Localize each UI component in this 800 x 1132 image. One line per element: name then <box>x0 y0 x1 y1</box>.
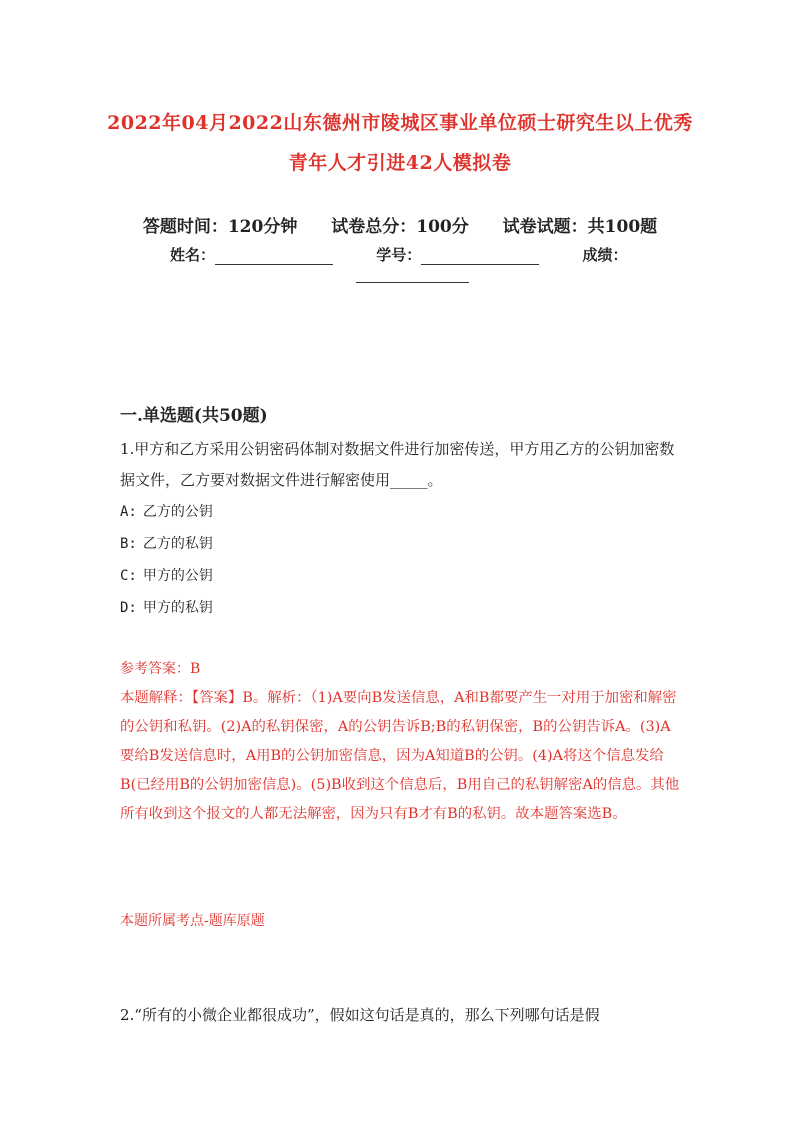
student-info-fields <box>170 244 650 265</box>
name-label: 姓名： <box>170 246 216 264</box>
option-d-label: D: <box>120 600 137 616</box>
option-b-label: B: <box>120 536 137 552</box>
option-c-label: C: <box>120 568 137 584</box>
question-topic: 本题所属考点-题库原题 <box>120 913 265 929</box>
student-id-blank <box>421 248 539 265</box>
option-a <box>120 501 213 521</box>
question-1-text: 1.甲方和乙方采用公钥密码体制对数据文件进行加密传送，甲方用乙方的公钥加密数据文件，乙方要对数据文件进行解密使用_____。 <box>120 440 675 489</box>
answer-explanation: 本题解释：【答案】B。解析：（1)A要向B发送信息，A和B都要产生一对用于加密和解密的公钥和私钥。(2)A的私钥保密，A的公钥告诉B;B的私钥保密，B的公钥告诉A。(3)A要给B发送信息时，A用B的公钥加密信息，因为A知道B的公钥。(4)A将这个信息发给B(已经用B的公钥加密信息)。(5)B收到这个信息后，B用自己的私钥解密A的信息。其他所有收到这个报文的人都无法解密，因为只有B才有B的私钥。故本题答案选B。 <box>120 690 680 822</box>
score-field <box>583 244 628 265</box>
option-c-text: 甲方的公钥 <box>142 568 213 584</box>
exam-time: 答题时间：120分钟 <box>142 217 298 237</box>
student-id-field <box>376 244 539 265</box>
option-b-text: 乙方的私钥 <box>142 536 213 552</box>
exam-total-score: 试卷总分：100分 <box>331 217 469 237</box>
name-blank <box>215 248 333 265</box>
question-2-text: 2.“所有的小微企业都很成功”，假如这句话是真的，那么下列哪句话是假 <box>120 1006 600 1024</box>
option-d-text: 甲方的私钥 <box>142 600 213 616</box>
option-a-label: A: <box>120 504 137 520</box>
student-id-label: 学号： <box>376 246 422 264</box>
reference-answer: 参考答案：B <box>120 661 201 677</box>
document-title-line2: 青年人才引进42人模拟卷 <box>288 152 512 174</box>
option-b <box>120 533 213 553</box>
section-title: 一.单选题(共50题) <box>120 406 268 426</box>
option-d <box>120 597 213 617</box>
exam-meta <box>120 212 680 237</box>
option-a-text: 乙方的公钥 <box>142 504 213 520</box>
name-field <box>170 244 333 265</box>
option-c <box>120 565 213 585</box>
score-blank <box>356 268 469 283</box>
score-label: 成绩： <box>582 246 628 264</box>
exam-question-count: 试卷试题：共100题 <box>502 217 658 237</box>
document-title-line1: 2022年04月2022山东德州市陵城区事业单位硕士研究生以上优秀 <box>107 112 693 134</box>
